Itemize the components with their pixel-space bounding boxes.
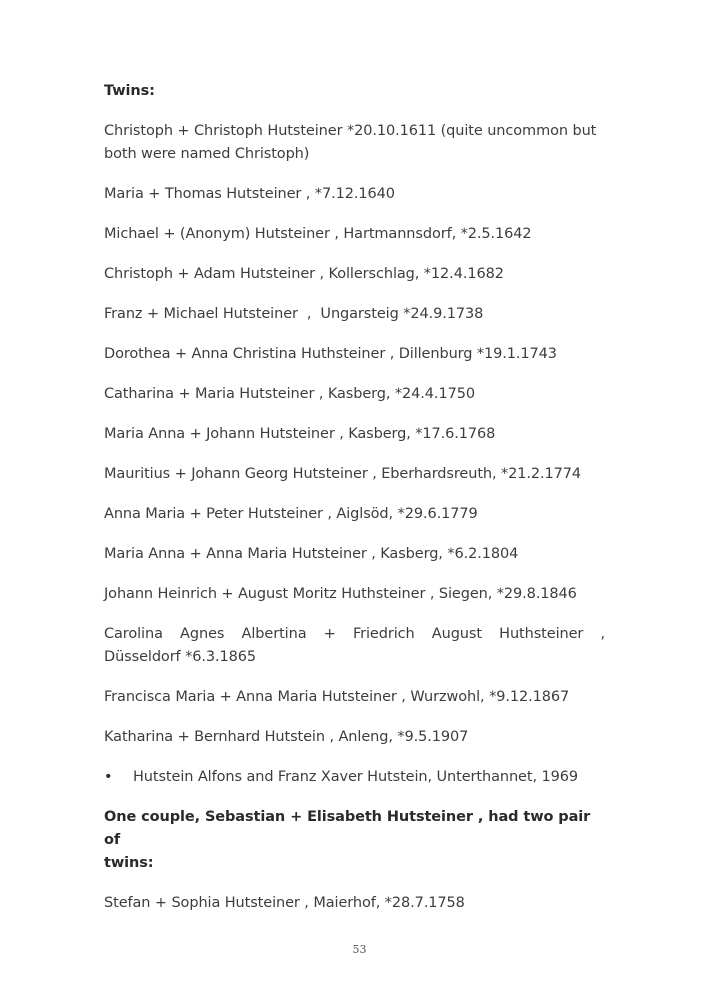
couple-heading <box>104 806 605 875</box>
twin-entry-line: Carolina Agnes Albertina + Friedrich August Huthsteiner , <box>104 626 605 642</box>
twin-entry: Mauritius + Johann Georg Hutsteiner , Eberhardsreuth, *21.2.1774 <box>104 466 582 482</box>
twin-entry: Maria Anna + Anna Maria Hutsteiner , Kasberg, *6.2.1804 <box>104 546 519 562</box>
page-content <box>104 80 605 932</box>
couple-twin-entry: Stefan + Sophia Hutsteiner , Maierhof, *28.7.1758 <box>104 895 465 911</box>
twin-entry: Francisca Maria + Anna Maria Hutsteiner , Wurzwohl, *9.12.1867 <box>104 689 570 705</box>
twins-heading: Twins: <box>104 83 155 99</box>
bullet-item-text: Hutstein Alfons and Franz Xaver Hutstein, Unterthannet, 1969 <box>133 769 578 785</box>
twin-entry-line: both were named Christoph) <box>104 146 310 162</box>
bullet-icon: • <box>104 769 113 785</box>
bullet-item <box>104 766 605 789</box>
couple-heading-line: One couple, Sebastian + Elisabeth Hutsteiner , had two pair of <box>104 809 591 848</box>
twin-entry-line: Düsseldorf *6.3.1865 <box>104 649 256 665</box>
twin-entry <box>104 623 605 669</box>
twin-entry: Maria Anna + Johann Hutsteiner , Kasberg, *17.6.1768 <box>104 426 496 442</box>
twin-entry-line: Christoph + Christoph Hutsteiner *20.10.1611 (quite uncommon but <box>104 123 597 139</box>
twin-entry: Christoph + Adam Hutsteiner , Kollerschlag, *12.4.1682 <box>104 266 504 282</box>
twin-entry: Maria + Thomas Hutsteiner , *7.12.1640 <box>104 186 395 202</box>
twin-entry: Franz + Michael Hutsteiner , Ungarsteig *24.9.1738 <box>104 306 484 322</box>
page-number: 53 <box>352 943 367 956</box>
twin-entry: Johann Heinrich + August Moritz Huthsteiner , Siegen, *29.8.1846 <box>104 586 577 602</box>
twin-entry: Dorothea + Anna Christina Huthsteiner , Dillenburg *19.1.1743 <box>104 346 557 362</box>
twin-entry: Katharina + Bernhard Hutstein , Anleng, *9.5.1907 <box>104 729 469 745</box>
twin-entry: Michael + (Anonym) Hutsteiner , Hartmannsdorf, *2.5.1642 <box>104 226 532 242</box>
twin-entry: Anna Maria + Peter Hutsteiner , Aiglsöd, *29.6.1779 <box>104 506 478 522</box>
couple-heading-line: twins: <box>104 855 154 871</box>
twin-entry: Catharina + Maria Hutsteiner , Kasberg, *24.4.1750 <box>104 386 475 402</box>
twin-entry <box>104 120 605 166</box>
